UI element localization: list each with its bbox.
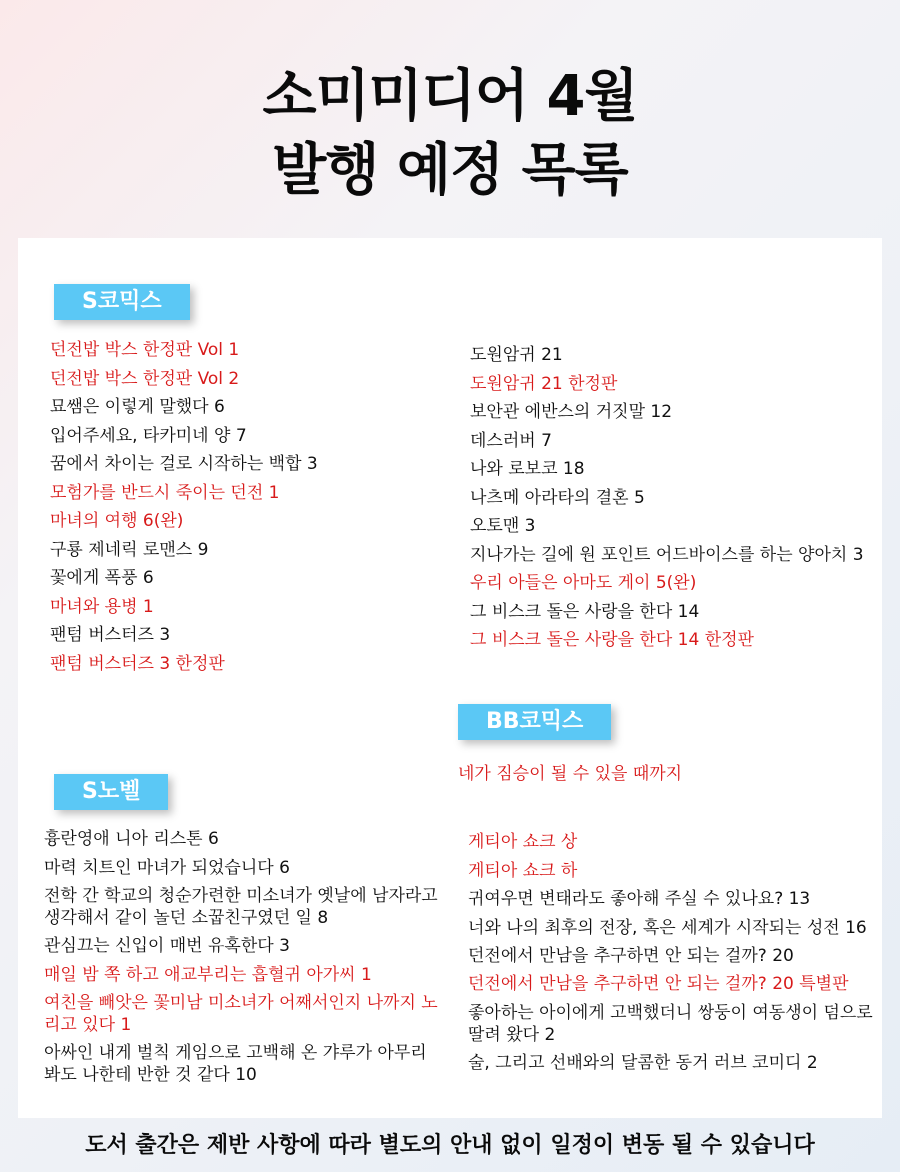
list-item: 마력 치트인 마녀가 되었습니다 6 [44,857,290,878]
list-item: 팬텀 버스터즈 3 한정판 [50,653,225,674]
list-item: 꿈에서 차이는 걸로 시작하는 백합 3 [50,454,318,474]
list-item: 술, 그리고 선배와의 달콤한 동거 러브 코미디 2 [468,1052,818,1073]
page-title [0,60,900,208]
list-item: 아싸인 내게 벌칙 게임으로 고백해 온 갸루가 아무리 봐도 나한테 반한 것 같다 10 [44,1043,427,1085]
list-item: 우리 아들은 아마도 게이 5(완) [470,573,697,593]
schedule-card [18,238,882,1118]
list-item: 좋아하는 아이에게 고백했더니 쌍둥이 여동생이 덤으로 딸려 왔다 2 [468,1002,873,1045]
title-line-1: 소미미디어 4월 [262,64,638,129]
list-item: 흉란영애 니아 리스톤 6 [44,829,219,849]
list-item: 그 비스크 돌은 사랑을 한다 14 한정판 [470,630,754,650]
footer-notice: 도서 출간은 제반 사항에 따라 별도의 안내 없이 일정이 변동 될 수 있습니다 [85,1133,815,1158]
list-item: 데스러버 7 [470,430,552,451]
list-item: 도원암귀 21 [470,345,563,365]
title-line-2: 발행 예정 목록 [272,138,628,203]
list-item: 관심끄는 신입이 매번 유혹한다 3 [44,936,290,956]
list-item: 던전에서 만남을 추구하면 안 되는 걸까? 20 [468,945,794,966]
list-item: 오토맨 3 [470,516,536,536]
list-item: 모험가를 반드시 죽이는 던전 1 [50,482,280,503]
list-item: 나츠메 아라타의 결혼 5 [470,487,645,508]
list-item: 구룡 제네릭 로맨스 9 [50,539,209,560]
list-item: 입어주세요, 타카미네 양 7 [50,425,247,446]
section-badge-s-comics: S코믹스 [54,284,190,320]
s-novel-right-list [468,828,878,1077]
list-item: 던전에서 만남을 추구하면 안 되는 걸까? 20 특별판 [468,974,849,994]
list-item: 여친을 빼앗은 꽃미남 미소녀가 어째서인지 나까지 노리고 있다 1 [44,993,438,1035]
list-item: 게티아 쇼크 상 [468,832,578,852]
list-item: 던전밥 박스 한정판 Vol 1 [50,340,240,360]
list-item: 도원암귀 21 한정판 [470,373,618,394]
list-item: 던전밥 박스 한정판 Vol 2 [50,368,240,389]
list-item: 마녀의 여행 6(완) [50,511,184,531]
list-item: 네가 짐승이 될 수 있을 때까지 [458,764,683,784]
section-badge-s-novel: S노벨 [54,774,168,810]
list-item: 전학 간 학교의 청순가련한 미소녀가 옛날에 남자라고 생각해서 같이 놀던 소꿉친구였던 일 8 [44,886,438,928]
list-item: 팬텀 버스터즈 3 [50,625,171,645]
list-item: 매일 밤 쪽 하고 애교부리는 흡혈귀 아가씨 1 [44,964,372,985]
list-item: 묘쌤은 이렇게 말했다 6 [50,397,225,417]
list-item: 보안관 에반스의 거짓말 12 [470,402,673,422]
list-item: 너와 나의 최후의 전장, 혹은 세계가 시작되는 성전 16 [468,917,867,938]
section-badge-bb-comics: BB코믹스 [458,704,611,740]
bb-comics-list [458,760,858,789]
s-comics-left-list [50,336,440,678]
s-novel-left-list [44,825,440,1089]
list-item: 귀여우면 변태라도 좋아해 주실 수 있나요? 13 [468,889,811,909]
list-item: 지나가는 길에 원 포인트 어드바이스를 하는 양아치 3 [470,544,864,565]
list-item: 마녀와 용병 1 [50,596,154,617]
list-item: 나와 로보코 18 [470,459,585,479]
s-comics-right-list [470,341,864,655]
list-item: 그 비스크 돌은 사랑을 한다 14 [470,601,700,622]
list-item: 게티아 쇼크 하 [468,860,578,881]
list-item: 꽃에게 폭풍 6 [50,568,154,588]
